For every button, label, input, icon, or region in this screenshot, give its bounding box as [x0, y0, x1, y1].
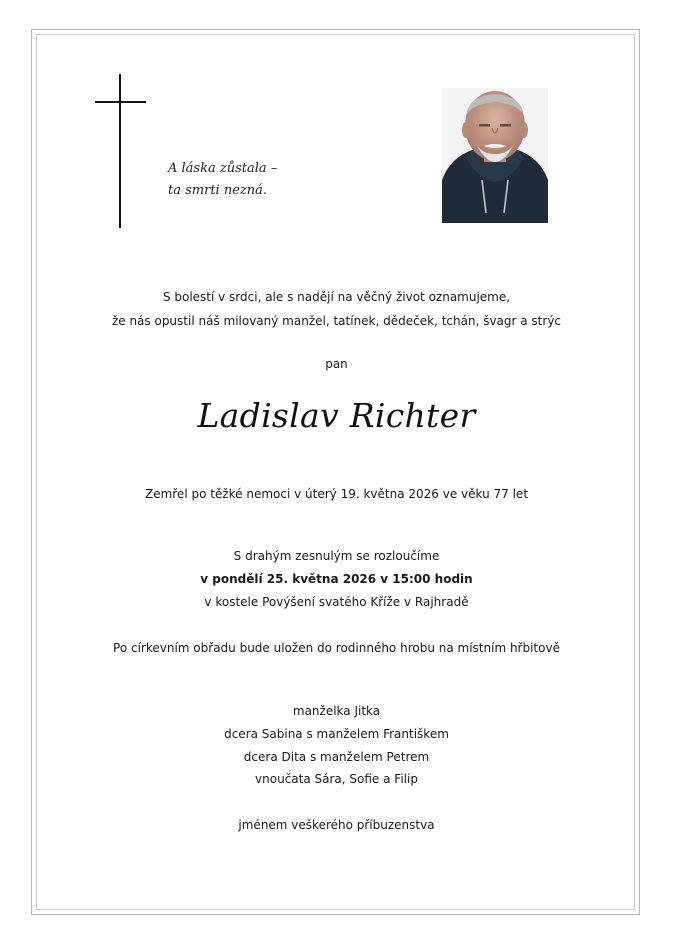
death-info: Zemřel po těžké nemoci v úterý 19. května 2026 ve věku 77 let [144, 487, 529, 501]
announcement-line-2: že nás opustil náš milovaný manžel, tatínek, dědeček, tchán, švagr a strýc [111, 314, 562, 328]
motto-line-2: ta smrti nezná. [168, 183, 268, 198]
motto-line-1: A láska zůstala – [168, 161, 278, 176]
farewell-place: v kostele Povýšení svatého Kříže v Rajhradě [204, 595, 469, 609]
mourner-4: vnoučata Sára, Sofie a Filip [255, 772, 418, 786]
mourner-1: manželka Jitka [292, 704, 381, 718]
motto [168, 158, 277, 202]
closing-line: jménem veškerého příbuzenstva [238, 818, 435, 832]
burial-note: Po církevním obřadu bude uložen do rodinného hrobu na místním hřbitově [113, 641, 560, 655]
mourner-3: dcera Dita s manželem Petrem [243, 750, 430, 764]
farewell-intro: S drahým zesnulým se rozloučíme [233, 549, 440, 563]
mourner-2: dcera Sabina s manželem Františkem [224, 727, 449, 741]
title-word: pan [325, 357, 348, 371]
farewell-date-time: v pondělí 25. května 2026 v 15:00 hodin [200, 572, 473, 586]
announcement-line-1: S bolestí v srdci, ale s nadějí na věčný život oznamujeme, [162, 290, 511, 304]
portrait-photo [442, 88, 548, 223]
deceased-name: Ladislav Richter [197, 396, 476, 435]
